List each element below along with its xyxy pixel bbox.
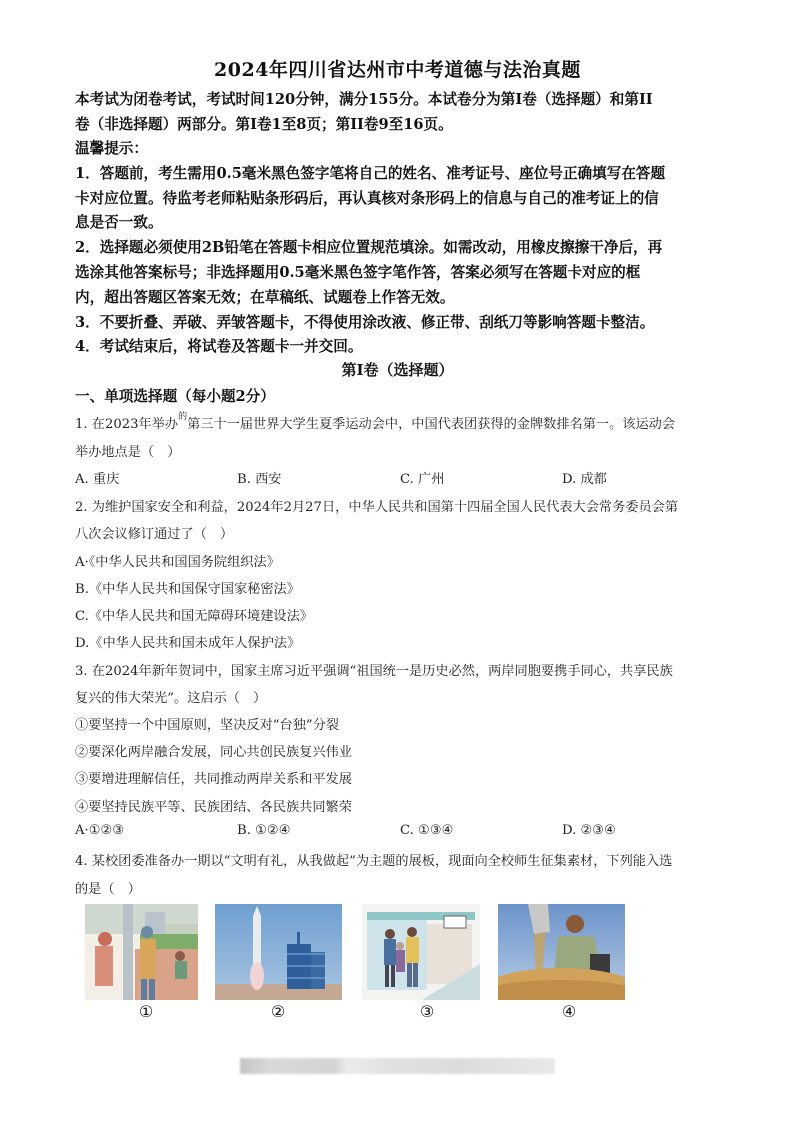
image-label-2: ② <box>270 1002 286 1021</box>
tips-heading: 温馨提示： <box>75 140 148 157</box>
image-cleaning-pole <box>85 904 198 1000</box>
question-1-stem-sup: 的 <box>178 412 188 422</box>
question-3-option-d[interactable]: D. ②③④ <box>562 823 616 838</box>
question-1-stem-prefix: 1. 在2023年举办 <box>75 417 179 432</box>
question-3-option-a[interactable]: A·①②③ <box>75 823 125 838</box>
question-1-stem-rest: 第三十一届世界大学生夏季运动会中，中国代表团获得的金牌数排名第一。该运动会 <box>187 417 676 432</box>
question-2-option-c[interactable]: C.《中华人民共和国无障碍环境建设法》 <box>75 609 313 624</box>
question-4-stem-line2: 的是（ ） <box>75 882 141 897</box>
tip-line: 卡对应位置。待监考老师粘贴条形码后，再认真核对条形码上的信息与自己的准考证上的信 <box>75 190 659 207</box>
image-label-1: ① <box>138 1002 154 1021</box>
tip-line: 2．选择题必须使用2B铅笔在答题卡相应位置规范填涂。如需改动，用橡皮擦擦干净后，再 <box>75 239 663 256</box>
tip-line: 4．考试结束后，将试卷及答题卡一并交回。 <box>75 338 363 355</box>
question-1-stem-line2: 举办地点是（ ） <box>75 445 181 460</box>
question-3-option-b[interactable]: B. ①②④ <box>237 823 291 838</box>
question-4-stem: 4. 某校团委准备办一期以“文明有礼，从我做起”为主题的展板，现面向全校师生征集素材，下列能入选 <box>75 854 673 869</box>
question-2-option-a[interactable]: A·《中华人民共和国国务院组织法》 <box>75 555 280 570</box>
section-title: 第Ⅰ卷（选择题） <box>341 361 454 379</box>
question-1-option-d[interactable]: D. 成都 <box>562 472 607 487</box>
question-1-stem <box>75 413 675 432</box>
tip-line: 1．答题前，考生需用0.5毫米黑色签字笔将自己的姓名、准考证号、座位号正确填写在答题 <box>75 165 666 182</box>
image-label-3: ③ <box>419 1002 435 1021</box>
question-3-statement: ②要深化两岸融合发展，同心共创民族复兴伟业 <box>75 745 352 760</box>
question-1-option-c[interactable]: C. 广州 <box>400 472 445 487</box>
question-1-option-a[interactable]: A. 重庆 <box>75 472 120 487</box>
intro-line-2: 卷（非选择题）两部分。第I卷1至8页；第II卷9至16页。 <box>75 116 453 133</box>
question-3-statement: ③要增进理解信任，共同推动两岸关系和平发展 <box>75 772 352 787</box>
tip-line: 选涂其他答案标号；非选择题用0.5毫米黑色签字笔作答，答案必须写在答题卡对应的框 <box>75 264 641 281</box>
question-3-option-c[interactable]: C. ①③④ <box>400 823 454 838</box>
image-farmer-grain <box>498 904 625 1000</box>
question-3-statement: ①要坚持一个中国原则，坚决反对“台独”分裂 <box>75 718 340 733</box>
question-3-stem-line2: 复兴的伟大荣光”。这启示（ ） <box>75 691 267 706</box>
question-1-option-b[interactable]: B. 西安 <box>237 472 282 487</box>
question-3-statement: ④要坚持民族平等、民族团结、各民族共同繁荣 <box>75 800 352 815</box>
part-title: 一、单项选择题（每小题2分） <box>75 388 275 405</box>
watermark-blur <box>240 1058 555 1074</box>
question-2-stem: 2. 为维护国家安全和利益，2024年2月27日，中华人民共和国第十四届全国人民代表大会常务委员会第 <box>75 500 679 515</box>
tip-line: 息是否一致。 <box>75 214 163 231</box>
question-2-option-b[interactable]: B.《中华人民共和国保守国家秘密法》 <box>75 582 300 597</box>
tip-line: 内，超出答题区答案无效；在草稿纸、试题卷上作答无效。 <box>75 289 455 306</box>
image-subway-boarding <box>362 904 480 1000</box>
image-label-4: ④ <box>561 1002 577 1021</box>
intro-line-1: 本考试为闭卷考试，考试时间120分钟，满分155分。本试卷分为第I卷（选择题）和第II <box>75 91 653 108</box>
image-rocket-launch <box>215 904 342 1000</box>
question-3-stem: 3. 在2024年新年贺词中，国家主席习近平强调“祖国统一是历史必然，两岸同胞要携手同心，共享民族 <box>75 664 673 679</box>
question-2-option-d[interactable]: D.《中华人民共和国未成年人保护法》 <box>75 636 301 651</box>
tip-line: 3．不要折叠、弄破、弄皱答题卡，不得使用涂改液、修正带、刮纸刀等影响答题卡整洁。 <box>75 314 655 331</box>
question-2-stem-line2: 八次会议修订通过了（ ） <box>75 527 234 542</box>
document-title: 2024年四川省达州市中考道德与法治真题 <box>214 59 581 81</box>
